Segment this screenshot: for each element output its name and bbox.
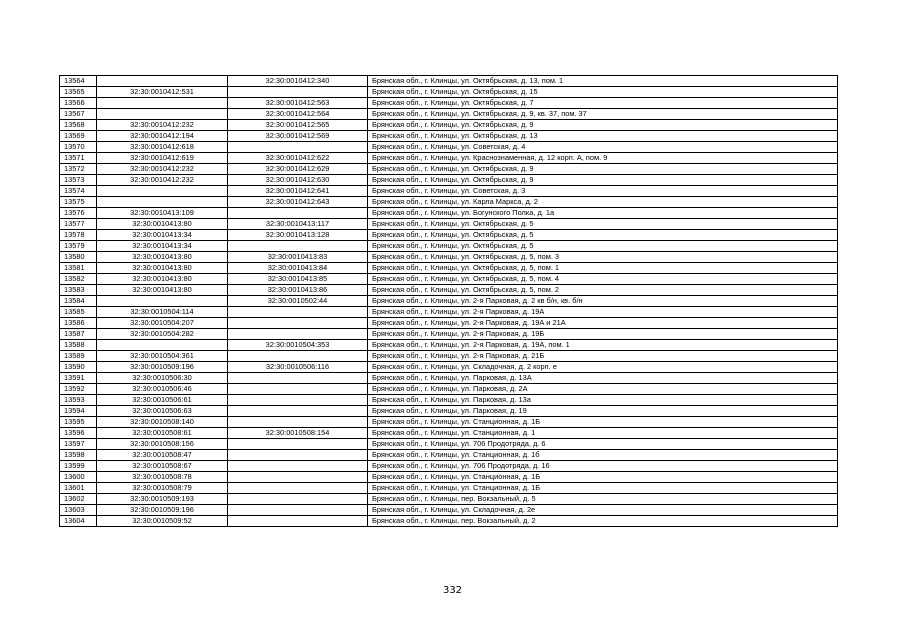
table-row [60,494,838,505]
cell-cadastral-number-parcel: 32:30:0010412:194 [97,131,228,142]
cell-record-number: 13593 [60,395,97,406]
table-row [60,395,838,406]
cell-cadastral-number-parcel: 32:30:0010509:196 [97,362,228,373]
cell-address: Брянская обл., г. Клинцы, ул. 2-я Парковая, д. 19Б [368,329,838,340]
table-row [60,208,838,219]
table-row [60,197,838,208]
cell-address: Брянская обл., г. Клинцы, ул. Октябрьская, д. 5, пом. 3 [368,252,838,263]
cell-address: Брянская обл., г. Клинцы, ул. Октябрьская, д. 5 [368,219,838,230]
cell-address: Брянская обл., г. Клинцы, ул. Парковая, д. 13а [368,395,838,406]
table-row [60,516,838,527]
cell-record-number: 13594 [60,406,97,417]
cell-cadastral-number-parcel: 32:30:0010413:80 [97,252,228,263]
cell-address: Брянская обл., г. Клинцы, пер. Вокзальный, д. 5 [368,494,838,505]
cell-cadastral-number-parcel: 32:30:0010508:140 [97,417,228,428]
cell-record-number: 13578 [60,230,97,241]
cell-cadastral-number-parcel: 32:30:0010413:80 [97,285,228,296]
cell-cadastral-number-object [228,307,368,318]
cell-address: Брянская обл., г. Клинцы, ул. Станционная, д. 1Б [368,472,838,483]
cell-address: Брянская обл., г. Клинцы, ул. Советская, д. 4 [368,142,838,153]
table-row [60,164,838,175]
cell-cadastral-number-object: 32:30:0010413:128 [228,230,368,241]
cell-cadastral-number-object [228,208,368,219]
cell-cadastral-number-parcel: 32:30:0010504:207 [97,318,228,329]
cell-address: Брянская обл., г. Клинцы, ул. Парковая, д. 2А [368,384,838,395]
cell-cadastral-number-object: 32:30:0010412:629 [228,164,368,175]
cell-cadastral-number-parcel: 32:30:0010508:156 [97,439,228,450]
cell-record-number: 13598 [60,450,97,461]
cell-address: Брянская обл., г. Клинцы, ул. Октябрьская, д. 5, пом. 4 [368,274,838,285]
table-row [60,428,838,439]
cell-cadastral-number-parcel: 32:30:0010508:61 [97,428,228,439]
cell-cadastral-number-object: 32:30:0010412:643 [228,197,368,208]
cell-record-number: 13590 [60,362,97,373]
cell-cadastral-number-parcel [97,76,228,87]
cell-cadastral-number-object: 32:30:0010413:86 [228,285,368,296]
cell-address: Брянская обл., г. Клинцы, ул. Октябрьская, д. 13, пом. 1 [368,76,838,87]
cell-address: Брянская обл., г. Клинцы, ул. 2-я Парковая, д. 19А [368,307,838,318]
table-row [60,318,838,329]
cell-cadastral-number-parcel [97,109,228,120]
cell-cadastral-number-parcel: 32:30:0010506:61 [97,395,228,406]
table-row [60,142,838,153]
cell-cadastral-number-object [228,505,368,516]
cell-cadastral-number-object [228,483,368,494]
table-row [60,351,838,362]
cell-cadastral-number-object [228,241,368,252]
cell-cadastral-number-object: 32:30:0010413:84 [228,263,368,274]
cell-record-number: 13603 [60,505,97,516]
cell-cadastral-number-parcel [97,186,228,197]
cell-cadastral-number-object [228,516,368,527]
cell-record-number: 13599 [60,461,97,472]
table-row [60,505,838,516]
table-row [60,406,838,417]
cell-cadastral-number-object [228,142,368,153]
cell-cadastral-number-object: 32:30:0010506:116 [228,362,368,373]
cell-cadastral-number-object [228,439,368,450]
cell-cadastral-number-parcel: 32:30:0010412:619 [97,153,228,164]
cell-cadastral-number-parcel: 32:30:0010509:193 [97,494,228,505]
cell-record-number: 13602 [60,494,97,505]
cell-cadastral-number-parcel: 32:30:0010506:63 [97,406,228,417]
cell-record-number: 13573 [60,175,97,186]
table-row [60,439,838,450]
cell-cadastral-number-object: 32:30:0010412:563 [228,98,368,109]
cell-cadastral-number-parcel: 32:30:0010508:67 [97,461,228,472]
cell-cadastral-number-object: 32:30:0010412:630 [228,175,368,186]
cell-cadastral-number-object: 32:30:0010412:564 [228,109,368,120]
table-row [60,329,838,340]
cell-address: Брянская обл., г. Клинцы, ул. 2-я Парковая, д. 21Б [368,351,838,362]
cell-record-number: 13604 [60,516,97,527]
cell-record-number: 13581 [60,263,97,274]
cell-cadastral-number-parcel: 32:30:0010506:46 [97,384,228,395]
cell-cadastral-number-object: 32:30:0010508:154 [228,428,368,439]
cell-address: Брянская обл., г. Клинцы, ул. Станционная, д. 1Б [368,417,838,428]
cell-address: Брянская обл., г. Клинцы, ул. Станционная, д. 1б [368,450,838,461]
cell-record-number: 13574 [60,186,97,197]
cell-cadastral-number-parcel [97,197,228,208]
table-row [60,340,838,351]
cell-record-number: 13569 [60,131,97,142]
cell-record-number: 13583 [60,285,97,296]
cell-record-number: 13577 [60,219,97,230]
cell-cadastral-number-parcel: 32:30:0010412:232 [97,120,228,131]
cell-address: Брянская обл., г. Клинцы, ул. Октябрьская, д. 5 [368,241,838,252]
cell-record-number: 13579 [60,241,97,252]
cell-cadastral-number-parcel: 32:30:0010413:109 [97,208,228,219]
cell-cadastral-number-object: 32:30:0010502:44 [228,296,368,307]
cell-record-number: 13572 [60,164,97,175]
cell-cadastral-number-parcel: 32:30:0010504:361 [97,351,228,362]
cell-cadastral-number-object [228,472,368,483]
cell-cadastral-number-parcel: 32:30:0010509:52 [97,516,228,527]
cell-cadastral-number-object [228,461,368,472]
cell-cadastral-number-parcel: 32:30:0010506:30 [97,373,228,384]
table-row [60,274,838,285]
cell-cadastral-number-object: 32:30:0010504:353 [228,340,368,351]
cell-cadastral-number-object [228,318,368,329]
cell-cadastral-number-parcel: 32:30:0010412:232 [97,175,228,186]
cell-record-number: 13587 [60,329,97,340]
cell-address: Брянская обл., г. Клинцы, ул. Парковая, д. 13А [368,373,838,384]
table-row [60,241,838,252]
cell-address: Брянская обл., г. Клинцы, ул. Октябрьская, д. 5, пом. 1 [368,263,838,274]
table-row [60,373,838,384]
cell-record-number: 13597 [60,439,97,450]
cell-address: Брянская обл., г. Клинцы, ул. 706 Продотряда, д. 6 [368,439,838,450]
cell-cadastral-number-object: 32:30:0010412:641 [228,186,368,197]
cell-record-number: 13582 [60,274,97,285]
table-row [60,450,838,461]
cell-record-number: 13601 [60,483,97,494]
cell-record-number: 13596 [60,428,97,439]
cell-address: Брянская обл., г. Клинцы, ул. Октябрьская, д. 13 [368,131,838,142]
cell-address: Брянская обл., г. Клинцы, ул. Краснознаменная, д. 12 корп. А, пом. 9 [368,153,838,164]
table-row [60,483,838,494]
cell-address: Брянская обл., г. Клинцы, ул. Советская, д. 3 [368,186,838,197]
cell-cadastral-number-parcel: 32:30:0010504:282 [97,329,228,340]
cell-record-number: 13585 [60,307,97,318]
table-row [60,230,838,241]
table-row [60,131,838,142]
cell-cadastral-number-object [228,406,368,417]
cell-address: Брянская обл., г. Клинцы, ул. Октябрьская, д. 9, кв. 37, пом. 37 [368,109,838,120]
cell-record-number: 13566 [60,98,97,109]
table-row [60,153,838,164]
cell-record-number: 13584 [60,296,97,307]
cell-cadastral-number-parcel [97,98,228,109]
cell-address: Брянская обл., г. Клинцы, ул. 2-я Парковая, д. 2 кв б/н, кв. б/н [368,296,838,307]
cell-cadastral-number-parcel: 32:30:0010509:196 [97,505,228,516]
cell-cadastral-number-parcel [97,340,228,351]
cell-address: Брянская обл., г. Клинцы, ул. Октябрьская, д. 9 [368,175,838,186]
registry-table-body [60,76,838,527]
cell-address: Брянская обл., г. Клинцы, ул. Складочная, д. 2е [368,505,838,516]
cell-cadastral-number-parcel: 32:30:0010412:232 [97,164,228,175]
cell-record-number: 13588 [60,340,97,351]
cell-cadastral-number-object: 32:30:0010413:83 [228,252,368,263]
cell-record-number: 13565 [60,87,97,98]
cell-cadastral-number-object [228,384,368,395]
cell-cadastral-number-object: 32:30:0010412:622 [228,153,368,164]
cell-address: Брянская обл., г. Клинцы, ул. 2-я Парковая, д. 19А и 21А [368,318,838,329]
cell-address: Брянская обл., г. Клинцы, ул. Станционная, д. 1Б [368,483,838,494]
cell-cadastral-number-object [228,373,368,384]
table-row [60,186,838,197]
table-row [60,263,838,274]
page-number: 332 [442,585,463,596]
table-row [60,285,838,296]
table-row [60,461,838,472]
table-row [60,109,838,120]
cell-record-number: 13570 [60,142,97,153]
cell-record-number: 13600 [60,472,97,483]
cell-address: Брянская обл., г. Клинцы, ул. Октябрьская, д. 7 [368,98,838,109]
cell-cadastral-number-parcel: 32:30:0010413:34 [97,230,228,241]
cell-record-number: 13567 [60,109,97,120]
table-row [60,307,838,318]
cell-record-number: 13575 [60,197,97,208]
table-row [60,417,838,428]
cell-cadastral-number-parcel: 32:30:0010504:114 [97,307,228,318]
table-row [60,252,838,263]
cell-cadastral-number-parcel: 32:30:0010413:34 [97,241,228,252]
cell-address: Брянская обл., г. Клинцы, ул. Октябрьская, д. 9 [368,120,838,131]
table-row [60,120,838,131]
cell-cadastral-number-object: 32:30:0010412:340 [228,76,368,87]
cell-cadastral-number-parcel: 32:30:0010413:80 [97,263,228,274]
cell-record-number: 13592 [60,384,97,395]
table-row [60,98,838,109]
cell-record-number: 13591 [60,373,97,384]
cell-cadastral-number-object: 32:30:0010412:569 [228,131,368,142]
cell-address: Брянская обл., г. Клинцы, ул. Октябрьская, д. 9 [368,164,838,175]
cell-record-number: 13564 [60,76,97,87]
cell-cadastral-number-parcel: 32:30:0010508:78 [97,472,228,483]
table-row [60,175,838,186]
table-row [60,384,838,395]
cell-address: Брянская обл., г. Клинцы, ул. Октябрьская, д. 5 [368,230,838,241]
table-row [60,87,838,98]
cell-cadastral-number-object: 32:30:0010413:85 [228,274,368,285]
registry-table [59,75,838,527]
cell-cadastral-number-object [228,87,368,98]
cell-record-number: 13580 [60,252,97,263]
cell-cadastral-number-parcel: 32:30:0010508:79 [97,483,228,494]
cell-cadastral-number-object [228,417,368,428]
cell-address: Брянская обл., г. Клинцы, ул. 706 Продотряда, д. 16 [368,461,838,472]
cell-cadastral-number-parcel: 32:30:0010412:618 [97,142,228,153]
cell-record-number: 13586 [60,318,97,329]
cell-record-number: 13576 [60,208,97,219]
table-row [60,472,838,483]
table-row [60,219,838,230]
cell-cadastral-number-object [228,494,368,505]
cell-cadastral-number-parcel: 32:30:0010412:531 [97,87,228,98]
cell-address: Брянская обл., г. Клинцы, ул. Октябрьская, д. 5, пом. 2 [368,285,838,296]
cell-address: Брянская обл., г. Клинцы, ул. Богунского Полка, д. 1а [368,208,838,219]
cell-cadastral-number-object [228,450,368,461]
cell-cadastral-number-parcel: 32:30:0010413:80 [97,219,228,230]
cell-cadastral-number-object [228,351,368,362]
table-row [60,362,838,373]
cell-cadastral-number-parcel: 32:30:0010508:47 [97,450,228,461]
cell-cadastral-number-parcel: 32:30:0010413:80 [97,274,228,285]
cell-address: Брянская обл., г. Клинцы, ул. Парковая, д. 19 [368,406,838,417]
cell-record-number: 13589 [60,351,97,362]
cell-record-number: 13571 [60,153,97,164]
cell-address: Брянская обл., г. Клинцы, ул. 2-я Парковая, д. 19А, пом. 1 [368,340,838,351]
table-row [60,296,838,307]
cell-address: Брянская обл., г. Клинцы, пер. Вокзальный, д. 2 [368,516,838,527]
cell-cadastral-number-parcel [97,296,228,307]
cell-address: Брянская обл., г. Клинцы, ул. Октябрьская, д. 15 [368,87,838,98]
cell-record-number: 13568 [60,120,97,131]
cell-address: Брянская обл., г. Клинцы, ул. Складочная, д. 2 корп. е [368,362,838,373]
cell-cadastral-number-object [228,329,368,340]
cell-cadastral-number-object: 32:30:0010413:117 [228,219,368,230]
table-row [60,76,838,87]
cell-address: Брянская обл., г. Клинцы, ул. Станционная, д. 1 [368,428,838,439]
cell-address: Брянская обл., г. Клинцы, ул. Карла Маркса, д. 2 [368,197,838,208]
cell-cadastral-number-object [228,395,368,406]
cell-cadastral-number-object: 32:30:0010412:565 [228,120,368,131]
cell-record-number: 13595 [60,417,97,428]
